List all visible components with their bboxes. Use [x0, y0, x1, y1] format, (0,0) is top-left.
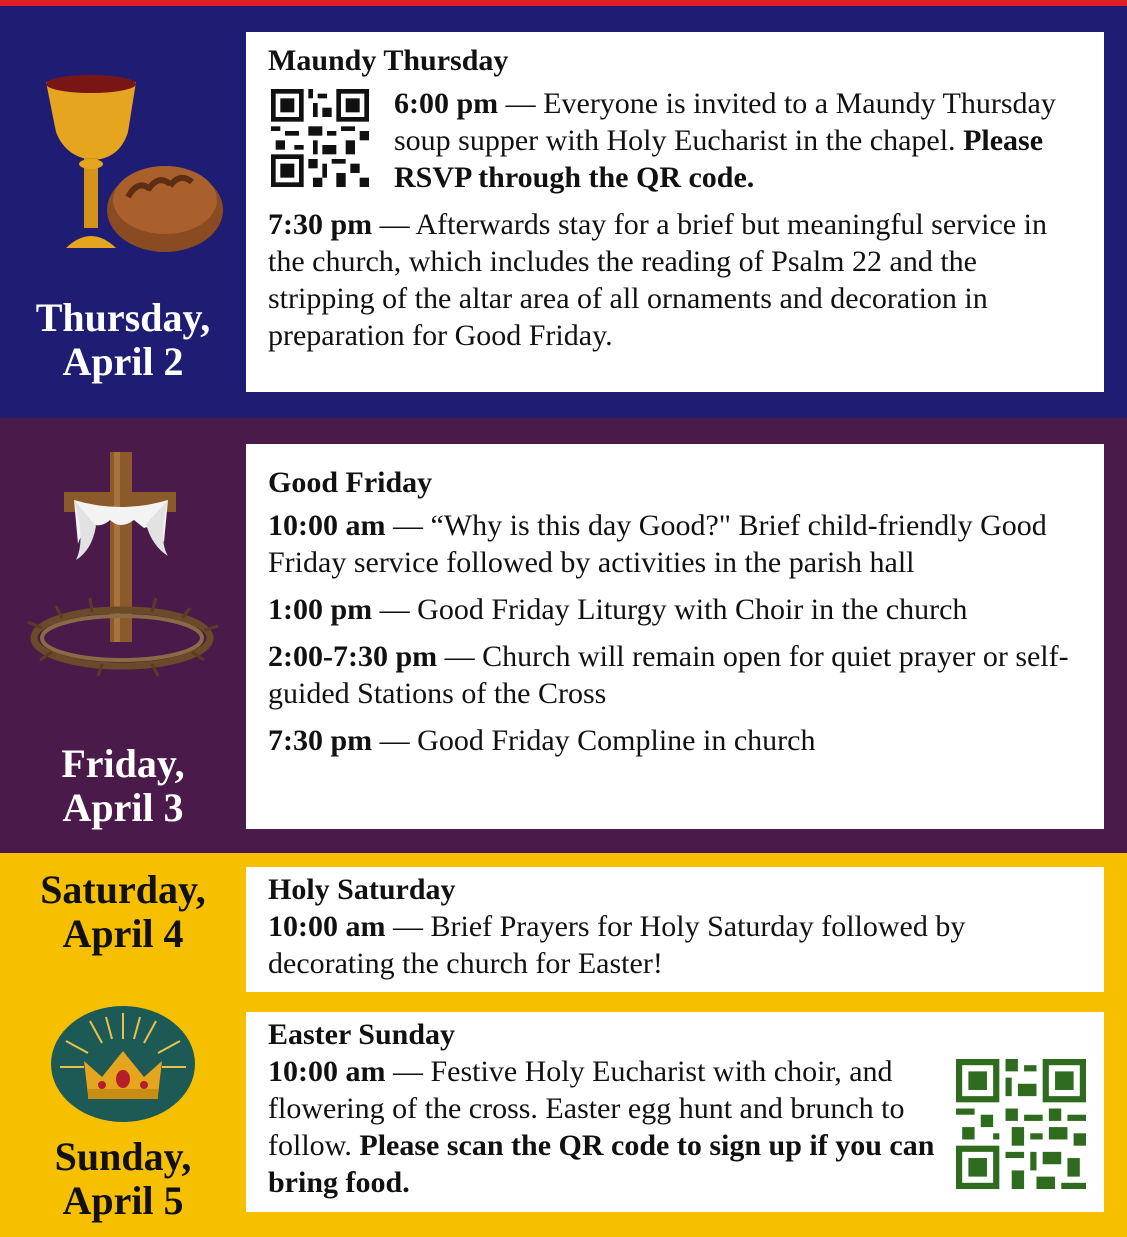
friday-event-1-time: 10:00 am: [268, 509, 386, 542]
sunday-event-1-text: — Festive Holy Eucharist with choir, and flowering of the cross. Easter egg hunt and brunch to follow.: [268, 1055, 905, 1162]
friday-event-4-text: — Good Friday Compline in church: [372, 724, 816, 757]
thursday-event-2: [268, 206, 1086, 354]
sunday-day-line1: Sunday,: [54, 1134, 192, 1179]
crown-medallion-icon: [50, 1005, 196, 1123]
saturday-title: Holy Saturday: [268, 873, 456, 906]
friday-event-3: [268, 638, 1086, 712]
cross-crown-of-thorns-icon: [22, 448, 222, 688]
thursday-day-line1: Thursday,: [35, 295, 211, 340]
friday-title: Good Friday: [268, 466, 433, 499]
qr-code-icon[interactable]: [268, 89, 372, 187]
friday-event-4-time: 7:30 pm: [268, 724, 373, 757]
thursday-event-1-rsvp: Please RSVP through the QR code.: [394, 124, 1044, 194]
thursday-event-1-text: — Everyone is invited to a Maundy Thursday soup supper with Holy Eucharist in the chapel.: [394, 87, 1056, 157]
friday-day-line2: April 3: [62, 785, 184, 830]
friday-event-3-text: — Church will remain open for quiet prayer or self-guided Stations of the Cross: [268, 640, 1069, 710]
thursday-event-2-text: — Afterwards stay for a brief but meaningful service in the church, which includes the reading of Psalm 22 and the stripping of the altar area of all ornaments and decoration in preparation for Good Friday.: [268, 208, 1047, 352]
saturday-event-1: [268, 908, 1086, 982]
friday-card: [246, 444, 1104, 829]
thursday-title: Maundy Thursday: [268, 44, 509, 77]
saturday-event-1-text: — Brief Prayers for Holy Saturday followed by decorating the church for Easter!: [268, 910, 966, 980]
saturday-date: [8, 868, 238, 956]
friday-event-4: [268, 722, 1086, 759]
thursday-card: [246, 32, 1104, 392]
sunday-date: [8, 1135, 238, 1223]
friday-event-2-text: — Good Friday Liturgy with Choir in the church: [372, 593, 968, 626]
saturday-card: [246, 867, 1104, 992]
friday-event-2: [268, 591, 1086, 628]
thursday-event-1: [268, 85, 1086, 196]
friday-event-1: [268, 507, 1086, 581]
friday-date: [8, 742, 238, 830]
saturday-event-1-time: 10:00 am: [268, 910, 386, 943]
thursday-date: [8, 296, 238, 384]
thursday-event-2-time: 7:30 pm: [268, 208, 373, 241]
friday-event-2-time: 1:00 pm: [268, 593, 373, 626]
chalice-bread-icon: [38, 72, 228, 262]
sunday-title: Easter Sunday: [268, 1018, 456, 1051]
thursday-day-line2: April 2: [62, 339, 184, 384]
friday-day-line1: Friday,: [61, 741, 185, 786]
saturday-day-line1: Saturday,: [40, 867, 206, 912]
thursday-event-1-time: 6:00 pm: [394, 87, 499, 120]
sunday-day-line2: April 5: [62, 1178, 184, 1223]
qr-code-icon-sunday[interactable]: [956, 1059, 1086, 1189]
friday-event-3-time: 2:00-7:30 pm: [268, 640, 438, 673]
friday-event-1-text: — “Why is this day Good?" Brief child-friendly Good Friday service followed by activities in the parish hall: [268, 509, 1047, 579]
saturday-day-line2: April 4: [62, 911, 184, 956]
sunday-event-1-signup: Please scan the QR code to sign up if you can bring food.: [268, 1129, 935, 1199]
sunday-event-1-time: 10:00 am: [268, 1055, 386, 1088]
sunday-card: [246, 1012, 1104, 1212]
